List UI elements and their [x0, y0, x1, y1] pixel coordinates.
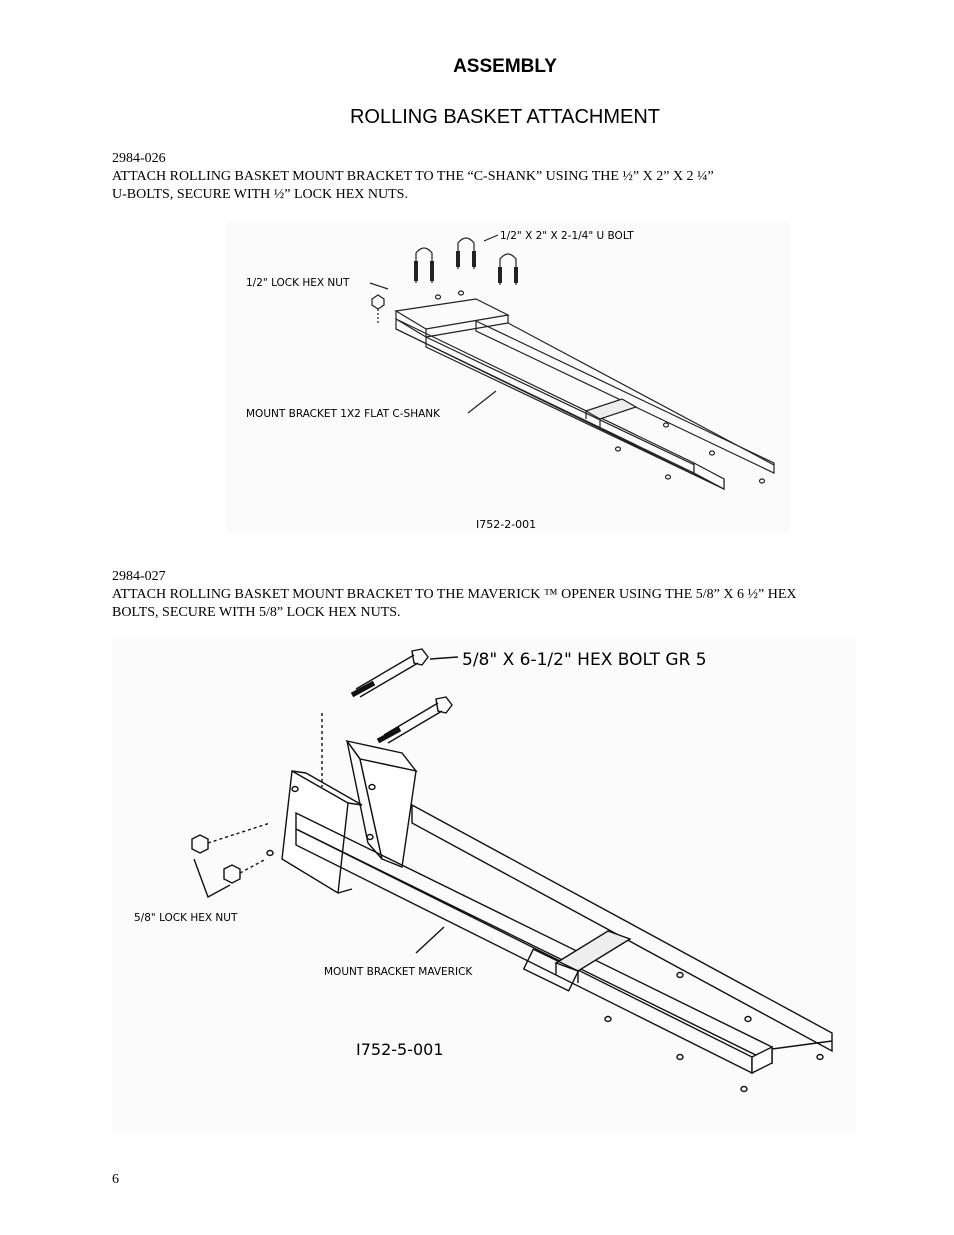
label-lock-hex-nut-half: 1/2" LOCK HEX NUT	[246, 277, 350, 289]
part-number-2: 2984-027	[112, 569, 166, 584]
figure-maverick-bracket	[112, 637, 856, 1133]
label-hex-bolt: 5/8" X 6-1/2" HEX BOLT GR 5	[462, 650, 707, 670]
instruction-2-line1: ATTACH ROLLING BASKET MOUNT BRACKET TO THE MAVERICK ™ OPENER USING THE 5/8” X 6 ½” HEX	[112, 587, 797, 602]
part-number-1: 2984-026	[112, 151, 166, 166]
label-u-bolt: 1/2" X 2" X 2-1/4" U BOLT	[500, 230, 634, 242]
instruction-2-line2: BOLTS, SECURE WITH 5/8” LOCK HEX NUTS.	[112, 605, 401, 620]
page-number: 6	[112, 1172, 119, 1187]
section-title: ROLLING BASKET ATTACHMENT	[349, 106, 661, 128]
label-mount-bracket-maverick: MOUNT BRACKET MAVERICK	[324, 966, 473, 978]
figure-c-shank-bracket	[226, 221, 790, 533]
label-mount-bracket-c-shank: MOUNT BRACKET 1X2 FLAT C-SHANK	[246, 408, 441, 420]
drawing-number-1: I752-2-001	[476, 518, 537, 531]
instruction-1-line2: U-BOLTS, SECURE WITH ½” LOCK HEX NUTS.	[112, 187, 408, 202]
instruction-1-line1: ATTACH ROLLING BASKET MOUNT BRACKET TO THE “C-SHANK” USING THE ½” X 2” X 2 ¼”	[112, 169, 714, 184]
label-lock-hex-nut-five-eighths: 5/8" LOCK HEX NUT	[134, 912, 238, 924]
page-heading: ASSEMBLY	[453, 56, 557, 77]
drawing-number-2: I752-5-001	[356, 1040, 444, 1059]
